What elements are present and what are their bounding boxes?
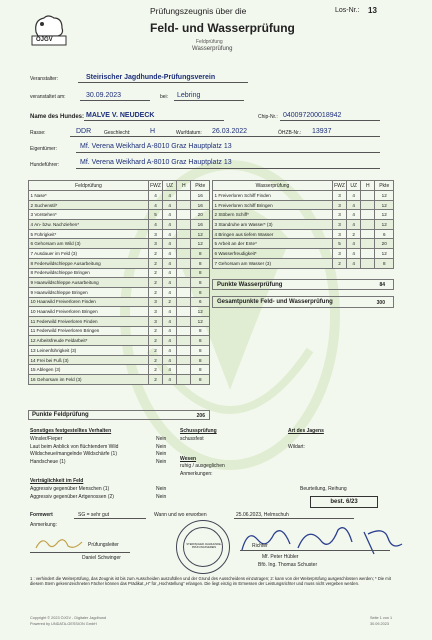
row-cell: 8 xyxy=(191,375,210,385)
table-row xyxy=(29,278,210,288)
item-label: Aggressiv gegenüber Menschen (1) xyxy=(30,486,110,492)
bei-label: bei: xyxy=(160,94,169,100)
top-title: Prüfungszeugnis über die xyxy=(150,6,247,16)
row-cell: 12 xyxy=(375,200,394,210)
table-row xyxy=(29,200,210,210)
row-cell xyxy=(177,239,191,249)
row-cell: 12 xyxy=(375,210,394,220)
row-cell: 8 xyxy=(191,258,210,268)
los-value: 13 xyxy=(368,6,377,15)
row-cell xyxy=(361,220,375,230)
row-cell: 8 xyxy=(375,258,394,268)
row-label: 3 Standruhe am Wasser* (3) xyxy=(213,220,333,230)
row-cell: 2 xyxy=(148,268,162,278)
list-item xyxy=(30,436,180,444)
row-label: 7 Gehorsam am Wasser (3) xyxy=(213,258,333,268)
page-number: Seite 1 von 1 xyxy=(370,616,393,620)
row-label: 4 Bringen aus tiefem Wasser xyxy=(213,229,333,239)
print-date: 30.09.2023 xyxy=(370,622,390,626)
wasser-table xyxy=(212,180,394,269)
feld-header-4: Pkte xyxy=(191,181,210,191)
table-row xyxy=(29,375,210,385)
row-cell: 4 xyxy=(163,239,177,249)
geschl-label: Geschlecht: xyxy=(104,130,131,136)
row-cell: 4 xyxy=(163,307,177,317)
subtitle-wasser: Wasserprüfung xyxy=(192,46,233,52)
row-cell: 4 xyxy=(347,200,361,210)
feld-header-2: UZ xyxy=(163,181,177,191)
table-row xyxy=(213,229,394,239)
sonstiges-list xyxy=(30,436,180,466)
row-cell: 2 xyxy=(148,278,162,288)
item-label: Laut beim Anblick von flüchtendem Wild xyxy=(30,443,119,450)
feld-total-value: 206 xyxy=(196,412,205,419)
table-row xyxy=(29,191,210,201)
wasser-header-4: Pkte xyxy=(375,181,394,191)
richter-name-1: Mf. Peter Hübler xyxy=(262,554,299,560)
row-cell: 16 xyxy=(191,191,210,201)
table-row xyxy=(29,258,210,268)
list-item xyxy=(30,486,180,494)
wasser-header-2: UZ xyxy=(347,181,361,191)
row-cell: 4 xyxy=(163,287,177,297)
row-cell xyxy=(177,326,191,336)
wann-value: 25.06.2023, Helmschuh xyxy=(236,512,289,518)
item-value: Nein xyxy=(156,486,167,492)
row-cell: 6 xyxy=(375,229,394,239)
row-cell xyxy=(177,191,191,201)
wurf-label: Wurfdatum: xyxy=(176,130,202,136)
row-cell: 4 xyxy=(163,375,177,385)
row-label: 5 Führigkeit* xyxy=(29,229,149,239)
row-cell: 3 xyxy=(148,307,162,317)
row-cell: 8 xyxy=(191,326,210,336)
row-label: 15 Ablegen (3) xyxy=(29,365,149,375)
row-label: 8 Federwildschleppe Bringen xyxy=(29,268,149,278)
table-row xyxy=(29,268,210,278)
row-cell xyxy=(177,336,191,346)
item-label: Aggressiv gegenüber Artgenossen (2) xyxy=(30,493,114,500)
row-cell: 4 xyxy=(148,200,162,210)
row-cell: 4 xyxy=(163,268,177,278)
jagens-title: Art des Jagens xyxy=(288,428,324,434)
table-row xyxy=(29,239,210,249)
row-cell: 16 xyxy=(191,200,210,210)
anmerkungen-label: Anmerkungen: xyxy=(180,471,213,477)
item-value: Nein xyxy=(156,451,167,458)
row-cell xyxy=(177,355,191,365)
row-cell: 4 xyxy=(347,191,361,201)
chip-label: Chip-Nr.: xyxy=(258,114,278,120)
row-cell: 4 xyxy=(163,249,177,259)
row-cell xyxy=(177,249,191,259)
row-cell: 2 xyxy=(148,346,162,356)
row-label: 4 An- bzw. Nachziehen* xyxy=(29,220,149,230)
row-cell: 2 xyxy=(148,258,162,268)
row-cell xyxy=(177,268,191,278)
leiter-signature xyxy=(32,534,92,554)
row-cell: 12 xyxy=(375,220,394,230)
logo-text: ÖJGV xyxy=(36,37,53,43)
row-cell: 12 xyxy=(191,239,210,249)
grand-total-value: 300 xyxy=(376,300,385,306)
row-cell xyxy=(177,316,191,326)
richter-title: Richter xyxy=(252,543,268,549)
eigentuemer-value: Mf. Verena Weikhard A-8010 Graz Hauptplatz 13 xyxy=(80,143,232,150)
item-value: Nein xyxy=(156,493,167,500)
grade-box: best. 6/23 xyxy=(310,496,378,508)
row-cell xyxy=(361,200,375,210)
row-cell xyxy=(177,210,191,220)
table-row xyxy=(29,316,210,326)
row-label: 3 Vorstehen* xyxy=(29,210,149,220)
sonstiges-title: Sonstiges festgestelltes Verhalten xyxy=(30,428,112,434)
item-label: Winsler/Fieper xyxy=(30,436,63,442)
wildart-label: Wildart: xyxy=(288,444,305,450)
table-row xyxy=(29,297,210,307)
table-row xyxy=(213,220,394,230)
row-cell: 4 xyxy=(163,258,177,268)
row-label: 8 Federwildschleppe Ausarbeitung xyxy=(29,258,149,268)
table-row xyxy=(213,249,394,259)
row-label: 10 Haarwild Freiverloren Bringen xyxy=(29,307,149,317)
fuehrer-label: Hundeführer: xyxy=(30,162,60,168)
row-label: 13 Leinenführigkeit (3) xyxy=(29,346,149,356)
feld-total-label: Punkte Feldprüfung xyxy=(32,412,89,418)
row-label: 11 Federwild Freiverloren Bringen xyxy=(29,326,149,336)
row-cell xyxy=(177,278,191,288)
table-row xyxy=(29,229,210,239)
row-cell: 8 xyxy=(191,346,210,356)
table-row xyxy=(29,220,210,230)
row-cell: 8 xyxy=(191,278,210,288)
schuss-value: schussfest xyxy=(180,436,204,442)
eigentuemer-label: Eigentümer: xyxy=(30,146,57,152)
formwert-label: Formwert xyxy=(30,512,53,518)
table-row xyxy=(29,346,210,356)
row-label: 14 Frei bei Fuß (3) xyxy=(29,355,149,365)
row-cell xyxy=(177,220,191,230)
wann-label: Wann und wo erworben xyxy=(154,512,207,518)
row-label: 6 Gehorsam am Wild (3) xyxy=(29,239,149,249)
row-cell: 2 xyxy=(148,365,162,375)
row-cell: 8 xyxy=(191,365,210,375)
row-cell: 4 xyxy=(163,346,177,356)
table-row xyxy=(29,365,210,375)
row-cell: 3 xyxy=(332,200,346,210)
row-cell: 20 xyxy=(375,239,394,249)
row-cell: 3 xyxy=(332,220,346,230)
table-row xyxy=(29,336,210,346)
row-cell: 2 xyxy=(332,258,346,268)
fuehrer-value: Mf. Verena Weikhard A-8010 Graz Hauptplatz 13 xyxy=(80,159,232,166)
feld-header-0: Feldprüfung xyxy=(29,181,149,191)
row-cell: 16 xyxy=(191,220,210,230)
table-row xyxy=(213,191,394,201)
veranstalter-label: Veranstalter: xyxy=(30,76,59,82)
row-label: 2 Stöbern Schiff* xyxy=(213,210,333,220)
feld-total-row xyxy=(28,410,210,420)
row-cell xyxy=(177,346,191,356)
row-label: 7 Ausdauer im Feld (3) xyxy=(29,249,149,259)
subtitle-feld: Feldprüfung xyxy=(196,39,223,45)
page-title: Feld- und Wasserprüfung xyxy=(150,21,295,35)
row-cell xyxy=(177,307,191,317)
oehzb-label: ÖHZB-Nr.: xyxy=(278,130,302,136)
row-label: 6 Wasserfreudigkeit* xyxy=(213,249,333,259)
row-cell: 3 xyxy=(332,229,346,239)
row-cell: 8 xyxy=(191,268,210,278)
grand-total-label: Gesamtpunkte Feld- und Wasserprüfung xyxy=(217,299,333,305)
row-cell xyxy=(361,249,375,259)
row-cell: 8 xyxy=(191,249,210,259)
feld-header-3: H xyxy=(177,181,191,191)
table-row xyxy=(213,210,394,220)
row-cell xyxy=(177,229,191,239)
grand-total-row xyxy=(212,296,394,308)
row-cell: 4 xyxy=(163,278,177,288)
item-label: Wildscheue/mangelnde Wildschärfe (1) xyxy=(30,451,117,458)
wasser-header-1: FWZ xyxy=(334,182,345,189)
beurteilung-label: Beurteilung, Reihung xyxy=(300,486,347,492)
rasse-value: DDR xyxy=(76,128,92,135)
row-cell: 12 xyxy=(375,191,394,201)
row-label: 9 Haarwildschleppe Bringen xyxy=(29,287,149,297)
item-value: Nein xyxy=(156,436,167,442)
powered-by: Powered by UNDATA-GESSION GmbH xyxy=(30,622,97,626)
leiter-name: Daniel Schwinger xyxy=(82,555,121,561)
table-row xyxy=(29,326,210,336)
row-cell xyxy=(177,297,191,307)
geschl-value: H xyxy=(150,128,156,135)
row-cell xyxy=(361,191,375,201)
row-cell: 4 xyxy=(347,258,361,268)
row-cell: 12 xyxy=(191,229,210,239)
table-row xyxy=(29,287,210,297)
wesen-title: Wesen xyxy=(180,456,197,462)
row-cell: 4 xyxy=(347,249,361,259)
anmerkung-label: Anmerkung: xyxy=(30,522,57,528)
row-cell xyxy=(361,229,375,239)
feld-table xyxy=(28,180,210,385)
row-cell xyxy=(177,200,191,210)
row-cell: 12 xyxy=(191,307,210,317)
veranstalter-value: Steirischer Jagdhunde-Prüfungsverein xyxy=(86,74,216,81)
row-cell: 2 xyxy=(148,336,162,346)
row-cell: 5 xyxy=(148,210,162,220)
row-cell: 2 xyxy=(347,229,361,239)
leiter-title: Prüfungsleiter xyxy=(88,542,119,548)
wurf-value: 26.03.2022 xyxy=(212,128,248,135)
row-cell xyxy=(177,287,191,297)
row-cell: 3 xyxy=(148,297,162,307)
item-label: Handscheue (1) xyxy=(30,458,66,465)
row-cell: 4 xyxy=(163,365,177,375)
row-label: 11 Federwild Freiverloren Finden xyxy=(29,316,149,326)
row-cell: 3 xyxy=(148,316,162,326)
schuss-title: Schussprüfung xyxy=(180,428,217,434)
vertraeglichkeit-list xyxy=(30,486,180,501)
row-cell: 3 xyxy=(332,249,346,259)
row-cell xyxy=(361,210,375,220)
row-label: 9 Haarwildschleppe Ausarbeitung xyxy=(29,278,149,288)
row-cell xyxy=(361,258,375,268)
list-item xyxy=(30,444,180,452)
footnote: 1 : verhindert die Weiterprüfung, das Zeugnis ist bis zum Ausscheiden auszufüllen und der Grund des Ausscheidens einzutragen; 2: kann von der Weiterprüfung ausgeschlossen werden; * Die mit diesem Stern gekennzeichneten Fächer können das Prädikat „H“ für „Hochstellung“ erlangen. Die liegt einzig im Ermessen der Leistungsrichter und muss nicht vergeben werden. xyxy=(30,576,391,587)
row-label: 1 Freiverloren Schiff Finden xyxy=(213,191,333,201)
row-cell: 4 xyxy=(163,210,177,220)
row-cell xyxy=(361,239,375,249)
stamp-text: STEIRISCHER JAGDHUNDE-PRÜFUNGSVEREIN xyxy=(186,543,222,549)
row-cell: 2 xyxy=(148,355,162,365)
table-row xyxy=(29,307,210,317)
richter-name-2: Bfö. Ing. Thomas Schuster xyxy=(258,562,318,568)
row-label: 16 Gehorsam im Feld (3) xyxy=(29,375,149,385)
date-label: veranstaltet am: xyxy=(30,94,66,100)
wesen-value: ruhig / ausgeglichen xyxy=(180,463,225,469)
los-label: Los-Nr.: xyxy=(335,7,360,14)
row-cell: 5 xyxy=(332,239,346,249)
dog-label: Name des Hundes: xyxy=(30,114,85,120)
row-cell: 4 xyxy=(347,239,361,249)
table-row xyxy=(213,200,394,210)
oejgv-logo xyxy=(28,10,70,48)
wasser-total-row xyxy=(212,279,394,290)
row-cell: 3 xyxy=(148,239,162,249)
row-cell xyxy=(177,375,191,385)
row-cell: 2 xyxy=(148,375,162,385)
row-cell: 12 xyxy=(375,249,394,259)
oehzb-value: 13937 xyxy=(312,128,332,135)
table-row xyxy=(213,239,394,249)
row-cell: 2 xyxy=(163,297,177,307)
row-cell: 4 xyxy=(163,355,177,365)
row-label: 2 Suchenstil* xyxy=(29,200,149,210)
row-cell: 2 xyxy=(148,326,162,336)
table-row xyxy=(29,249,210,259)
row-cell: 3 xyxy=(332,191,346,201)
list-item xyxy=(30,494,180,502)
row-cell: 4 xyxy=(148,191,162,201)
row-cell: 12 xyxy=(191,316,210,326)
chip-value: 040097200018942 xyxy=(283,112,342,119)
list-item xyxy=(30,459,180,467)
table-row xyxy=(213,258,394,268)
row-cell: 4 xyxy=(163,220,177,230)
item-value: Nein xyxy=(156,443,167,450)
wasser-total-label: Punkte Wasserprüfung xyxy=(217,281,283,288)
row-cell: 4 xyxy=(163,336,177,346)
date-value: 30.09.2023 xyxy=(86,92,122,99)
row-cell xyxy=(177,365,191,375)
vertraeglichkeit-title: Verträglichkeit im Feld xyxy=(30,478,84,484)
association-stamp xyxy=(176,520,230,574)
row-cell: 8 xyxy=(191,355,210,365)
dog-value: MALVE V. NEUDECK xyxy=(86,112,155,119)
formwert-value: SG = sehr gut xyxy=(78,512,109,518)
row-cell: 6 xyxy=(191,297,210,307)
row-label: 10 Haarwild Freiverloren Finden xyxy=(29,297,149,307)
row-cell: 4 xyxy=(148,220,162,230)
row-cell: 2 xyxy=(148,249,162,259)
wasser-header-3: H xyxy=(361,181,375,191)
row-cell: 4 xyxy=(163,229,177,239)
copyright: Copyright © 2023 ÖJGV - Digitaler Jagdhund xyxy=(30,616,107,620)
list-item xyxy=(30,451,180,459)
table-row xyxy=(29,355,210,365)
row-cell: 2 xyxy=(148,287,162,297)
rasse-label: Rasse: xyxy=(30,130,46,136)
row-cell: 8 xyxy=(191,287,210,297)
feld-header-1: FWZ xyxy=(150,182,161,189)
wasser-total-value: 84 xyxy=(379,282,385,288)
bei-value: Lebring xyxy=(177,92,201,99)
row-cell: 8 xyxy=(191,336,210,346)
table-row xyxy=(29,210,210,220)
row-cell: 4 xyxy=(163,326,177,336)
row-cell: 4 xyxy=(163,191,177,201)
row-label: 1 Nase* xyxy=(29,191,149,201)
row-label: 1 Freiverloren Schiff Bringen xyxy=(213,200,333,210)
row-cell: 3 xyxy=(332,210,346,220)
row-cell: 20 xyxy=(191,210,210,220)
item-value: Nein xyxy=(156,458,167,465)
wasser-header-0: Wasserprüfung xyxy=(213,181,333,191)
row-cell: 4 xyxy=(347,210,361,220)
row-cell: 4 xyxy=(347,220,361,230)
row-label: 5 Arbeit an der Ente* xyxy=(213,239,333,249)
row-cell: 4 xyxy=(163,316,177,326)
row-cell: 4 xyxy=(163,200,177,210)
row-cell xyxy=(177,258,191,268)
row-cell: 3 xyxy=(148,229,162,239)
row-label: 12 Arbeitsfreude Feldarbeit* xyxy=(29,336,149,346)
